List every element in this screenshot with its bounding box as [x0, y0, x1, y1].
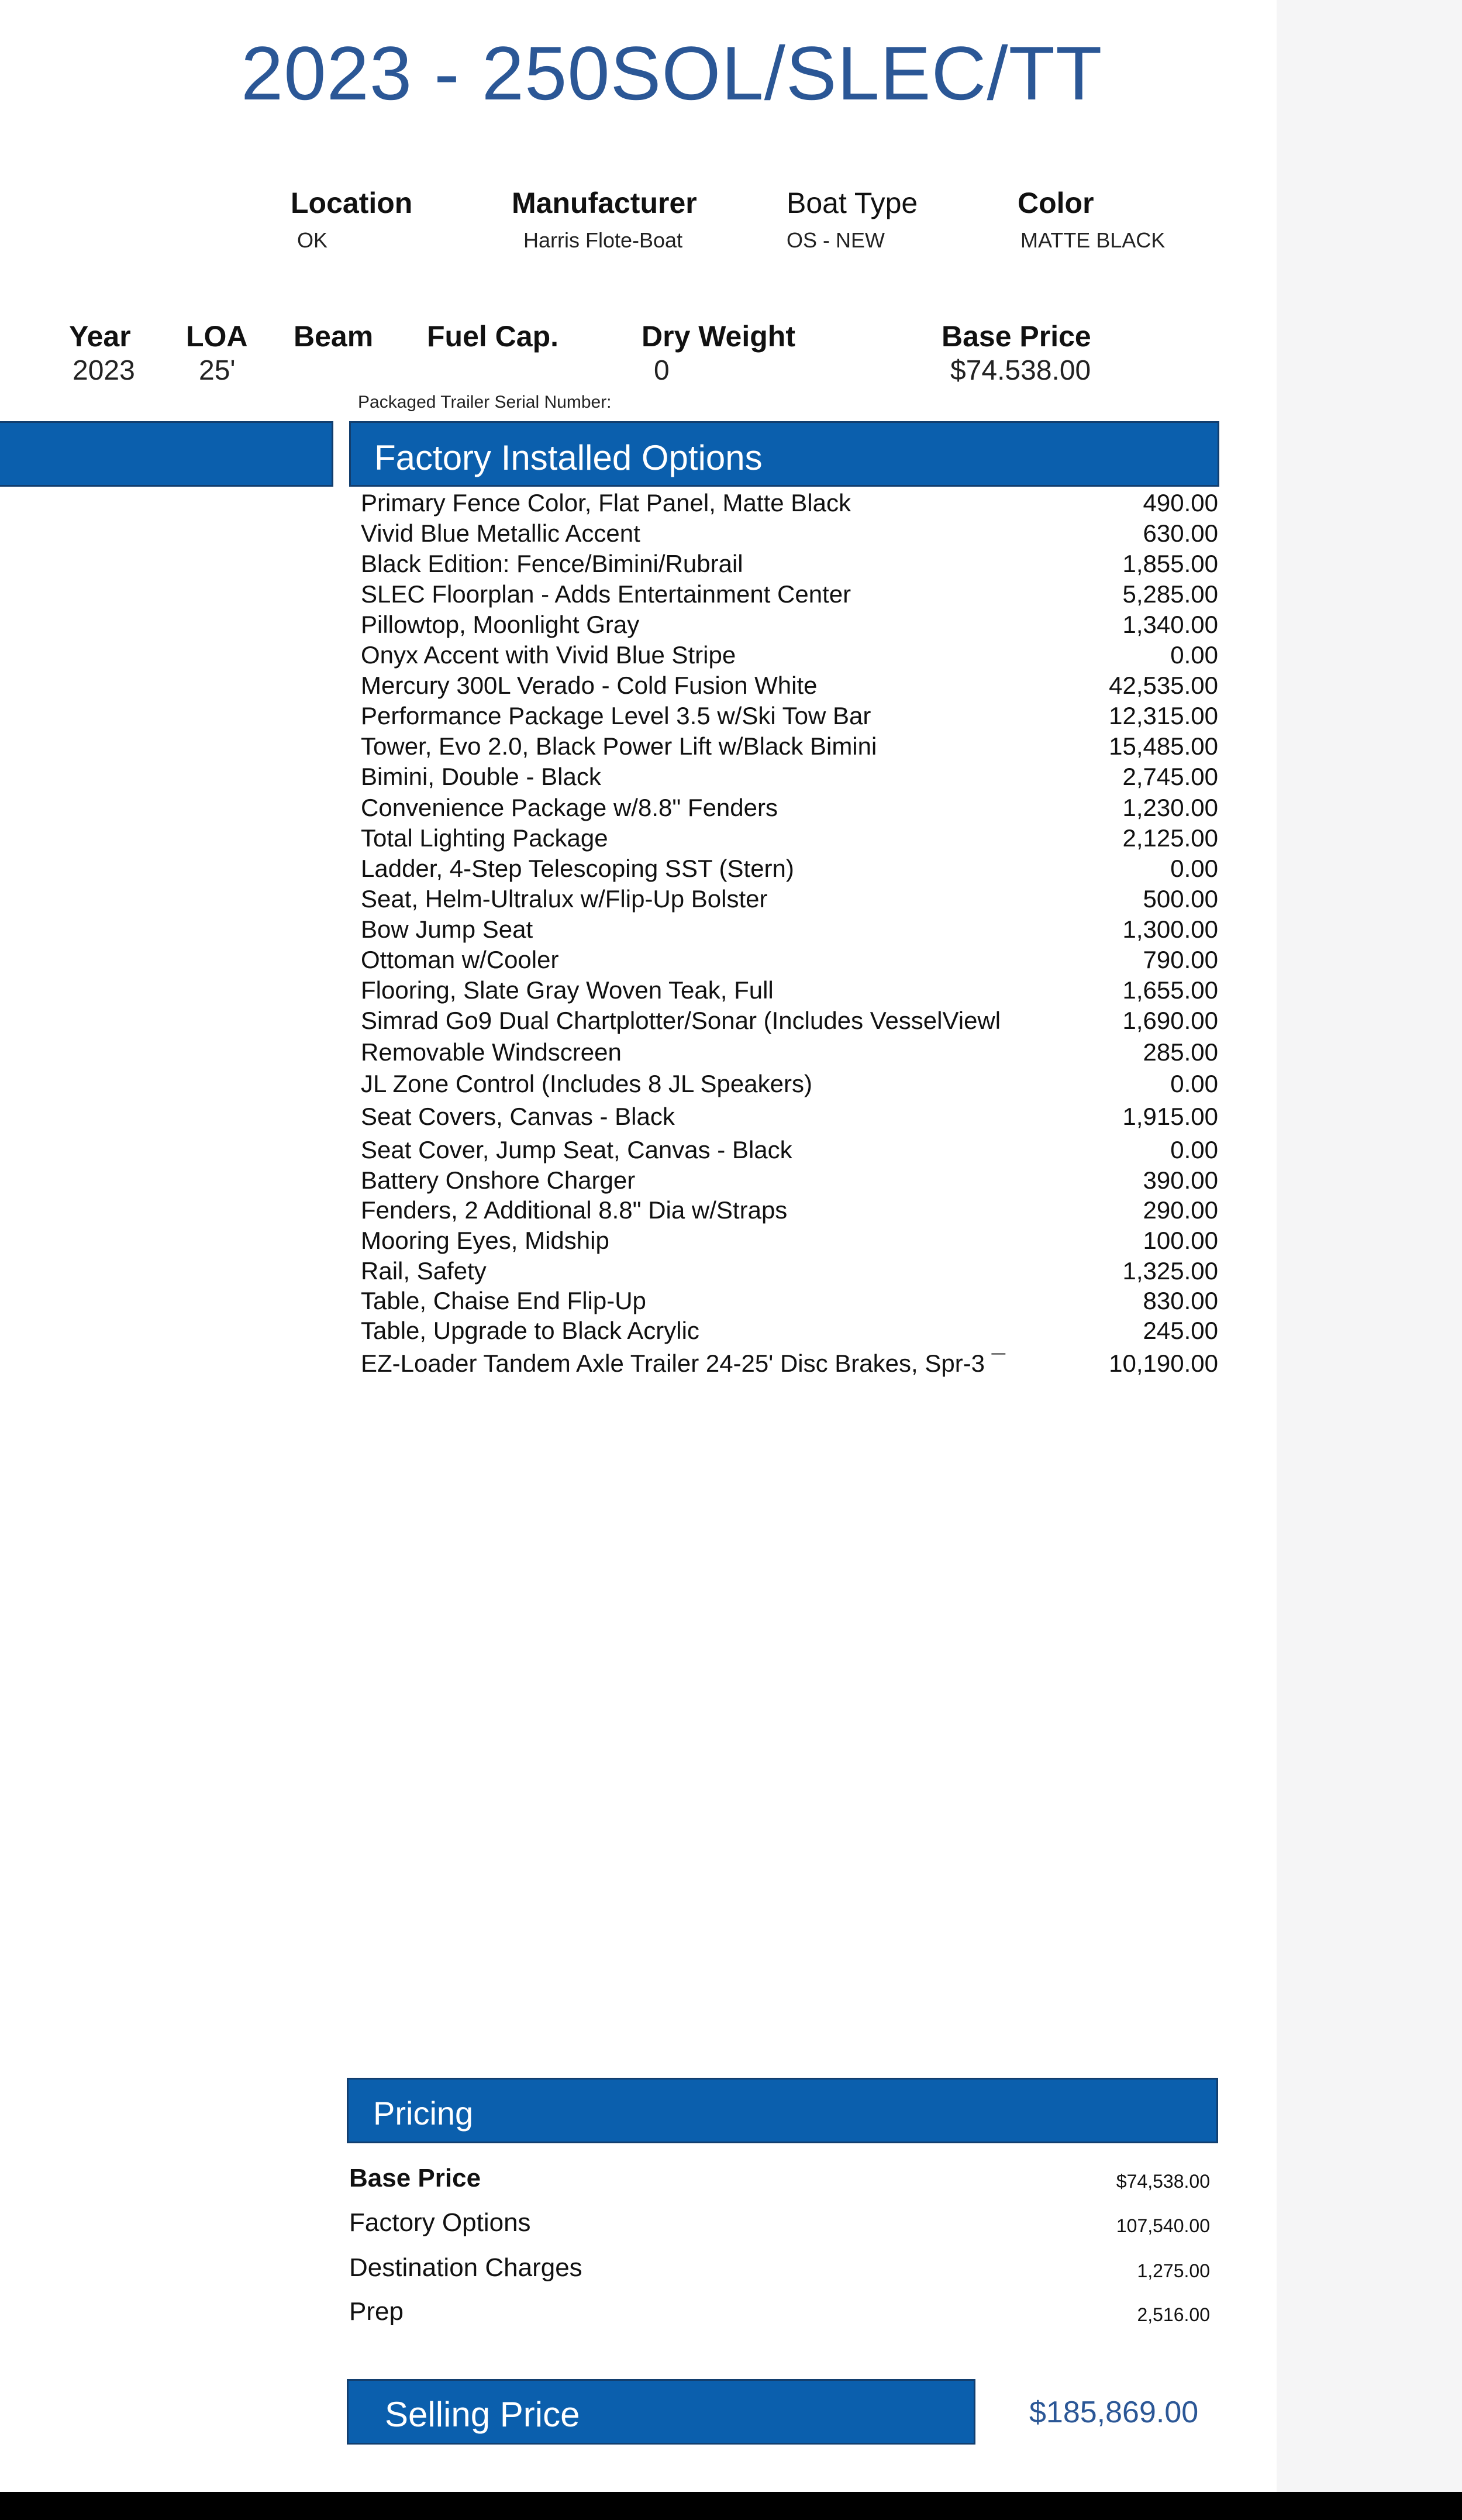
option-row	[361, 670, 1218, 701]
option-name: Onyx Accent with Vivid Blue Stripe	[361, 641, 736, 669]
option-price: 100.00	[1143, 1227, 1218, 1254]
option-price: 5,285.00	[1122, 580, 1218, 608]
pricing-row	[349, 2250, 1210, 2285]
option-price: 0.00	[1170, 855, 1218, 882]
option-price: 830.00	[1143, 1287, 1218, 1314]
option-row	[361, 1069, 1218, 1099]
option-name: Tower, Evo 2.0, Black Power Lift w/Black Bimini	[361, 732, 877, 760]
option-price: 12,315.00	[1109, 702, 1218, 729]
trailer-serial-label: Packaged Trailer Serial Number:	[358, 393, 612, 412]
option-price: 1,300.00	[1122, 915, 1218, 943]
option-name: Removable Windscreen	[361, 1038, 622, 1066]
selling-price-header	[347, 2379, 975, 2445]
option-name: Mercury 300L Verado - Cold Fusion White	[361, 672, 818, 699]
manufacturer-label: Manufacturer	[512, 187, 697, 219]
boat-type-value: OS - NEW	[787, 228, 885, 252]
loa-label: LOA	[186, 320, 248, 353]
options-header	[349, 421, 1219, 487]
color-value: MATTE BLACK	[1020, 228, 1166, 252]
pricing-value: 1,275.00	[1137, 2260, 1210, 2281]
option-price: 1,915.00	[1122, 1103, 1218, 1130]
dry-weight-value: 0	[654, 355, 670, 386]
pricing-value: 2,516.00	[1137, 2304, 1210, 2325]
option-name: Pillowtop, Moonlight Gray	[361, 611, 640, 638]
option-row	[361, 1101, 1218, 1132]
option-price: 630.00	[1143, 519, 1218, 547]
option-price: 1,230.00	[1122, 794, 1218, 821]
option-row	[361, 762, 1218, 792]
pricing-label: Factory Options	[349, 2208, 531, 2237]
option-row	[361, 914, 1218, 945]
option-row	[361, 793, 1218, 823]
option-price: 790.00	[1143, 946, 1218, 973]
option-row	[361, 518, 1218, 549]
beam-label: Beam	[294, 320, 374, 353]
option-row	[361, 1316, 1218, 1346]
loa-value: 25'	[199, 355, 236, 386]
option-price: 15,485.00	[1109, 732, 1218, 760]
option-name: Bow Jump Seat	[361, 915, 533, 943]
selling-price-label: Selling Price	[385, 2395, 580, 2434]
option-name: EZ-Loader Tandem Axle Trailer 24-25' Disc Brakes, Spr-3 ¯	[361, 1349, 1005, 1377]
option-row	[361, 731, 1218, 762]
option-price: 2,745.00	[1122, 763, 1218, 790]
option-name: Battery Onshore Charger	[361, 1166, 636, 1194]
option-price: 10,190.00	[1109, 1349, 1218, 1377]
pricing-header	[347, 2078, 1218, 2143]
selling-price-value: $185,869.00	[1029, 2395, 1199, 2429]
pricing-row	[349, 2294, 1210, 2329]
option-row	[361, 1195, 1218, 1225]
base-price-value: $74.538.00	[950, 355, 1091, 386]
option-price: 290.00	[1143, 1196, 1218, 1224]
option-name: Table, Upgrade to Black Acrylic	[361, 1317, 699, 1344]
option-name: Seat, Helm-Ultralux w/Flip-Up Bolster	[361, 885, 768, 913]
location-value: OK	[297, 228, 328, 252]
year-label: Year	[69, 320, 131, 353]
pricing-heading: Pricing	[373, 2095, 474, 2132]
option-row	[361, 488, 1218, 518]
base-price-label: Base Price	[942, 320, 1091, 353]
option-name: Performance Package Level 3.5 w/Ski Tow Bar	[361, 702, 871, 729]
option-row	[361, 1256, 1218, 1286]
option-row	[361, 549, 1218, 579]
fuel-cap-label: Fuel Cap.	[427, 320, 559, 353]
option-row	[361, 1135, 1218, 1165]
options-heading: Factory Installed Options	[374, 438, 763, 477]
option-row	[361, 823, 1218, 853]
option-name: Total Lighting Package	[361, 824, 608, 852]
option-name: Mooring Eyes, Midship	[361, 1227, 609, 1254]
option-name: SLEC Floorplan - Adds Entertainment Center	[361, 580, 851, 608]
right-gutter	[1277, 0, 1462, 2492]
option-row	[361, 945, 1218, 975]
pricing-label: Base Price	[349, 2164, 481, 2192]
boat-type-label: Boat Type	[787, 187, 918, 219]
option-name: Seat Covers, Canvas - Black	[361, 1103, 675, 1130]
option-name: Ottoman w/Cooler	[361, 946, 559, 973]
option-price: 42,535.00	[1109, 672, 1218, 699]
option-row	[361, 975, 1218, 1006]
option-price: 1,325.00	[1122, 1257, 1218, 1285]
option-name: Bimini, Double - Black	[361, 763, 601, 790]
option-name: Seat Cover, Jump Seat, Canvas - Black	[361, 1136, 792, 1163]
option-price: 2,125.00	[1122, 824, 1218, 852]
option-price: 1,690.00	[1122, 1007, 1218, 1034]
left-blue-band	[0, 421, 333, 487]
option-name: Simrad Go9 Dual Chartplotter/Sonar (Includes VesselViewl	[361, 1007, 1001, 1034]
bottom-bar	[0, 2492, 1462, 2520]
option-name: Primary Fence Color, Flat Panel, Matte Black	[361, 489, 851, 517]
pricing-row	[349, 2205, 1210, 2240]
option-name: Ladder, 4-Step Telescoping SST (Stern)	[361, 855, 794, 882]
option-row	[361, 1286, 1218, 1316]
pricing-row	[349, 2161, 1210, 2196]
option-row	[361, 579, 1218, 610]
option-price: 500.00	[1143, 885, 1218, 913]
option-price: 0.00	[1170, 1136, 1218, 1163]
option-name: Flooring, Slate Gray Woven Teak, Full	[361, 976, 774, 1004]
option-row	[361, 1348, 1218, 1379]
option-price: 1,855.00	[1122, 550, 1218, 577]
page-title: 2023 - 250SOL/SLEC/TT	[241, 30, 1103, 116]
option-name: Fenders, 2 Additional 8.8" Dia w/Straps	[361, 1196, 788, 1224]
dry-weight-label: Dry Weight	[642, 320, 795, 353]
option-price: 1,340.00	[1122, 611, 1218, 638]
option-price: 245.00	[1143, 1317, 1218, 1344]
option-name: Convenience Package w/8.8" Fenders	[361, 794, 778, 821]
option-row	[361, 701, 1218, 731]
color-label: Color	[1018, 187, 1094, 219]
option-name: JL Zone Control (Includes 8 JL Speakers)	[361, 1070, 812, 1097]
option-row	[361, 1037, 1218, 1068]
option-price: 390.00	[1143, 1166, 1218, 1194]
option-row	[361, 1225, 1218, 1256]
option-row	[361, 853, 1218, 884]
pricing-label: Prep	[349, 2297, 404, 2326]
option-name: Table, Chaise End Flip-Up	[361, 1287, 646, 1314]
option-name: Vivid Blue Metallic Accent	[361, 519, 640, 547]
pricing-value: 107,540.00	[1116, 2215, 1210, 2236]
option-name: Rail, Safety	[361, 1257, 487, 1285]
option-row	[361, 1006, 1218, 1036]
option-price: 490.00	[1143, 489, 1218, 517]
option-price: 0.00	[1170, 641, 1218, 669]
pricing-label: Destination Charges	[349, 2253, 582, 2282]
option-row	[361, 1165, 1218, 1196]
pricing-value: $74,538.00	[1116, 2171, 1210, 2192]
year-value: 2023	[73, 355, 135, 386]
option-price: 1,655.00	[1122, 976, 1218, 1004]
option-row	[361, 884, 1218, 914]
option-price: 0.00	[1170, 1070, 1218, 1097]
option-price: 285.00	[1143, 1038, 1218, 1066]
option-name: Black Edition: Fence/Bimini/Rubrail	[361, 550, 743, 577]
option-row	[361, 640, 1218, 670]
option-row	[361, 610, 1218, 640]
manufacturer-value: Harris Flote-Boat	[523, 228, 683, 252]
location-label: Location	[291, 187, 413, 219]
